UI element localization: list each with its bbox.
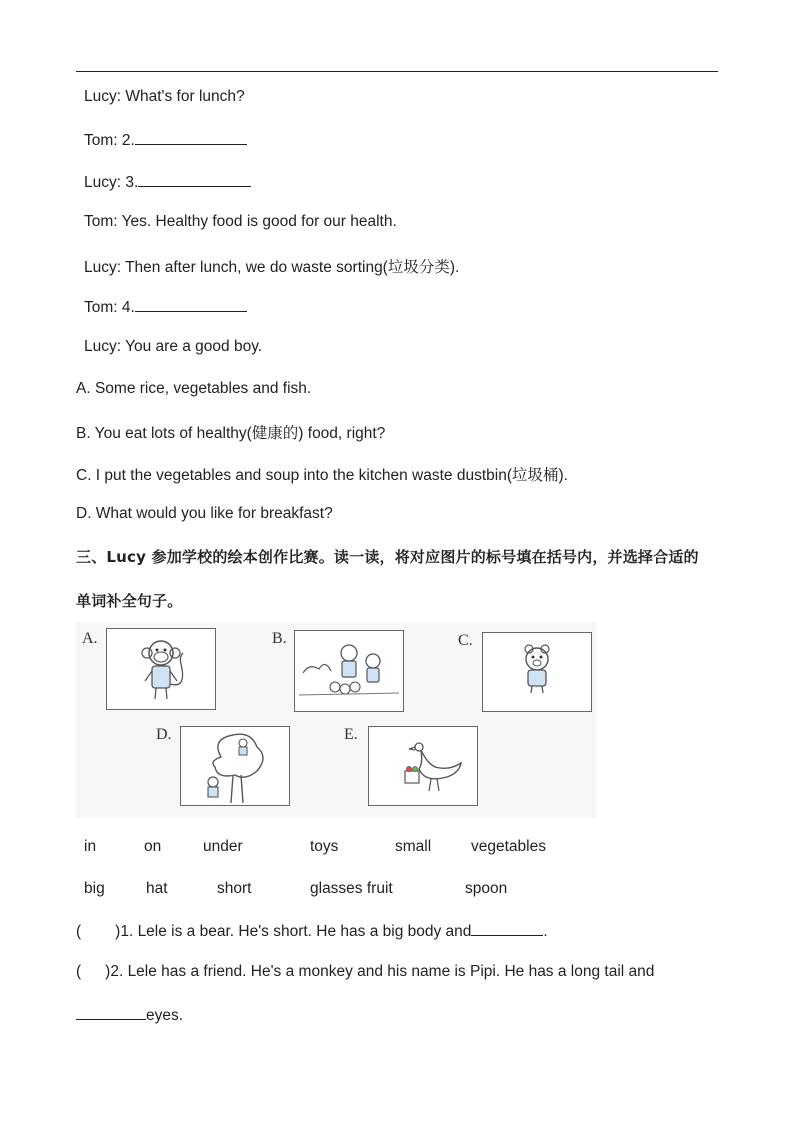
picture-label-e: E. (344, 726, 358, 743)
dialogue-text: Tom: 4. (84, 299, 135, 316)
word-under: under (203, 838, 243, 855)
dialogue-text: Tom: 2. (84, 132, 135, 149)
duck-icon (369, 727, 477, 805)
word-small: small (395, 838, 432, 855)
dialogue-line-7: Lucy: You are a good boy. (84, 338, 263, 355)
question-text: )1. Lele is a bear. He's short. He has a big body and (115, 923, 472, 940)
dialogue-line-5: Lucy: Then after lunch, we do waste sorting(垃圾分类). (84, 259, 460, 276)
picture-label-d: D. (156, 726, 172, 743)
picture-b (294, 630, 404, 712)
section3-heading-line2: 单词补全句子。 (76, 592, 183, 610)
dialogue-line-6 (84, 297, 247, 317)
dialogue-line-3 (84, 172, 251, 192)
option-a: A. Some rice, vegetables and fish. (76, 380, 312, 397)
picture-d (180, 726, 290, 806)
word-vegetables: vegetables (471, 838, 546, 855)
dialogue-line-2 (84, 130, 247, 150)
question-2-continued (76, 1005, 183, 1025)
answer-blank-4[interactable] (135, 297, 247, 312)
picture-c (482, 632, 592, 712)
animal-friends-icon (295, 631, 403, 711)
tree-icon (181, 727, 289, 805)
picture-label-a: A. (82, 630, 98, 647)
word-in: in (84, 838, 97, 855)
answer-blank-3[interactable] (138, 172, 251, 187)
word-short: short (217, 880, 252, 897)
question-2 (76, 962, 654, 981)
section3-heading-line1: 三、Lucy 参加学校的绘本创作比赛。读一读，将对应图片的标号填在括号内，并选择合适的 (76, 548, 699, 566)
question-1-word-blank[interactable] (471, 921, 543, 936)
word-on: on (144, 838, 162, 855)
word-big: big (84, 880, 105, 897)
monkey-icon (107, 629, 215, 709)
question-paren: ( (76, 923, 82, 940)
word-hat: hat (146, 880, 168, 897)
picture-label-c: C. (458, 632, 473, 649)
question-1-letter-blank[interactable] (81, 922, 115, 936)
question-paren: ( (76, 963, 82, 980)
question-cont: eyes. (146, 1007, 184, 1024)
picture-a (106, 628, 216, 710)
picture-label-b: B. (272, 630, 287, 647)
option-b: B. You eat lots of healthy(健康的) food, right? (76, 425, 386, 442)
question-text: )2. Lele has a friend. He's a monkey and his name is Pipi. He has a long tail and (105, 963, 655, 980)
word-toys: toys (310, 838, 339, 855)
question-end: . (543, 923, 548, 940)
dialogue-line-4: Tom: Yes. Healthy food is good for our health. (84, 213, 397, 230)
question-2-letter-blank[interactable] (81, 962, 105, 976)
word-spoon: spoon (465, 880, 508, 897)
dialogue-text: Lucy: 3. (84, 174, 139, 191)
header-rule (76, 71, 718, 72)
option-d: D. What would you like for breakfast? (76, 505, 333, 522)
dialogue-line-1: Lucy: What's for lunch? (84, 88, 245, 105)
question-2-word-blank[interactable] (76, 1005, 146, 1020)
option-c: C. I put the vegetables and soup into the kitchen waste dustbin(垃圾桶). (76, 467, 568, 484)
word-glasses-fruit: glasses fruit (310, 880, 393, 897)
picture-e (368, 726, 478, 806)
answer-blank-2[interactable] (135, 130, 247, 145)
question-1 (76, 921, 548, 941)
bear-icon (483, 633, 591, 711)
